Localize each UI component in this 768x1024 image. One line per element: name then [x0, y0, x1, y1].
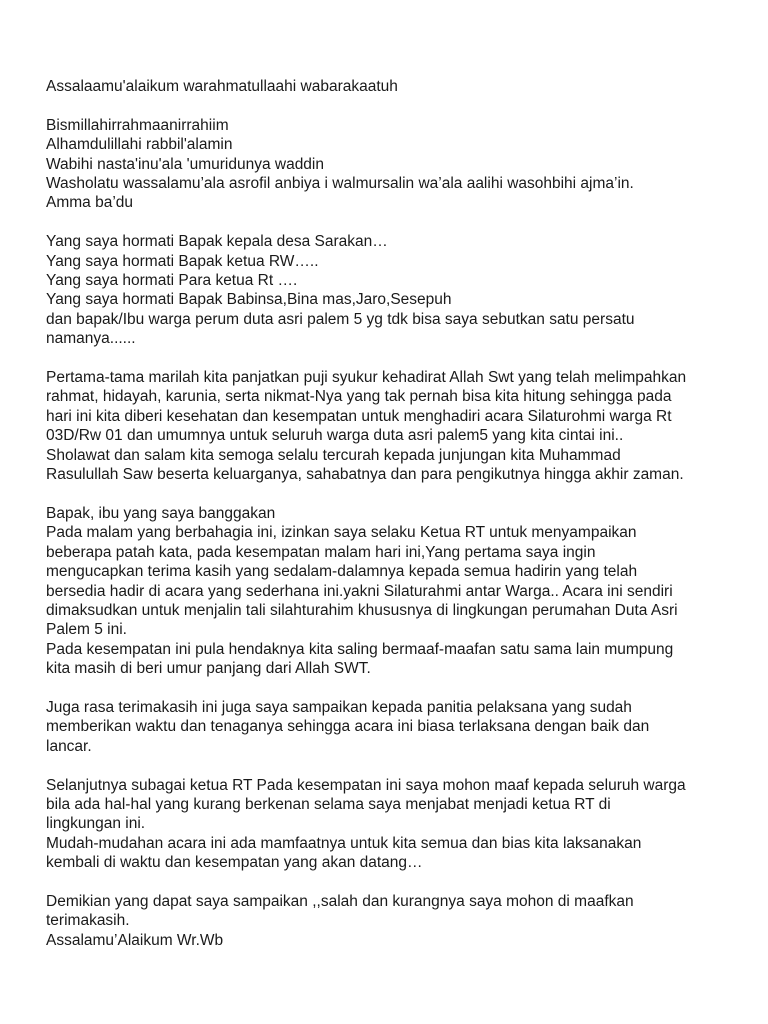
thanks-line: memberikan waktu dan tenaganya sehingga acara ini biasa terlaksana dengan baik dan: [46, 718, 650, 736]
opening-line: Washolatu wassalamu’ala asrofil anbiya i walmursalin wa’ala aalihi wasohbihi ajma’in.: [46, 175, 634, 193]
salutation-line: Yang saya hormati Para ketua Rt ….: [46, 272, 298, 290]
opening-line: Alhamdulillahi rabbil'alamin: [46, 136, 233, 154]
greeting-paragraph: [46, 77, 738, 96]
apology-line: Mudah-mudahan acara ini ada mamfaatnya untuk kita semua dan bias kita laksanakan: [46, 834, 642, 852]
body-line: beberapa patah kata, pada kesempatan malam hari ini,Yang pertama saya ingin: [46, 543, 596, 561]
apology-line: kembali di waktu dan kesempatan yang akan datang…: [46, 854, 423, 872]
gratitude-line: rahmat, hidayah, karunia, serta nikmat-Nya yang tak pernah bisa kita hitung sehingga pada: [46, 388, 672, 406]
body-line: Pada malam yang berbahagia ini, izinkan saya selaku Ketua RT untuk menyampaikan: [46, 524, 637, 542]
salutations-paragraph: [46, 232, 738, 348]
opening-line: Bismillahirrahmaanirrahiim: [46, 116, 229, 134]
body-line: mengucapkan terima kasih yang sedalam-dalamnya kepada semua hadirin yang telah: [46, 563, 638, 581]
salutation-line: Yang saya hormati Bapak Babinsa,Bina mas,Jaro,Sesepuh: [46, 291, 452, 309]
body-line: kita masih di beri umur panjang dari Allah SWT.: [46, 660, 371, 678]
salutation-line: namanya......: [46, 330, 136, 348]
gratitude-line: 03D/Rw 01 dan umumnya untuk seluruh warga duta asri palem5 yang kita cintai ini..: [46, 427, 624, 445]
apology-line: lingkungan ini.: [46, 815, 146, 833]
closing-line: Demikian yang dapat saya sampaikan ,,salah dan kurangnya saya mohon di maafkan: [46, 892, 634, 910]
gratitude-line: Pertama-tama marilah kita panjatkan puji syukur kehadirat Allah Swt yang telah melimpahkan: [46, 369, 687, 387]
gratitude-line: Sholawat dan salam kita semoga selalu tercurah kepada junjungan kita Muhammad: [46, 446, 621, 464]
main-body-paragraph: [46, 504, 738, 679]
closing-line: terimakasih.: [46, 912, 130, 930]
apology-paragraph: [46, 776, 738, 873]
salutation-line: dan bapak/Ibu warga perum duta asri palem 5 yg tdk bisa saya sebutkan satu persatu: [46, 310, 635, 328]
body-line: Pada kesempatan ini pula hendaknya kita saling bermaaf-maafan satu sama lain mumpung: [46, 640, 674, 658]
closing-line: Assalamu’Alaikum Wr.Wb: [46, 931, 224, 949]
thanks-line: lancar.: [46, 737, 92, 755]
salutation-line: Yang saya hormati Bapak ketua RW…..: [46, 252, 319, 270]
body-line: Bapak, ibu yang saya banggakan: [46, 504, 276, 522]
body-line: bersedia hadir di acara yang sederhana ini.yakni Silaturahmi antar Warga.. Acara ini sendiri: [46, 582, 673, 600]
closing-paragraph: [46, 892, 738, 950]
apology-line: Selanjutnya subagai ketua RT Pada kesempatan ini saya mohon maaf kepada seluruh warga: [46, 776, 686, 794]
opening-line: Amma ba’du: [46, 194, 134, 212]
opening-line: Wabihi nasta'inu'ala 'umuridunya waddin: [46, 155, 324, 173]
body-line: dimaksudkan untuk menjalin tali silahturahim khususnya di lingkungan perumahan Duta Asri: [46, 601, 678, 619]
gratitude-paragraph: [46, 368, 738, 484]
thanks-committee-paragraph: [46, 698, 738, 756]
greeting-line: Assalaamu'alaikum warahmatullaahi wabarakaatuh: [46, 78, 398, 95]
gratitude-line: Rasulullah Saw beserta keluarganya, sahabatnya dan para pengikutnya hingga akhir zaman.: [46, 466, 684, 484]
opening-paragraph: [46, 116, 738, 213]
body-line: Palem 5 ini.: [46, 621, 127, 639]
apology-line: bila ada hal-hal yang kurang berkenan selama saya menjabat menjadi ketua RT di: [46, 795, 611, 813]
thanks-line: Juga rasa terimakasih ini juga saya sampaikan kepada panitia pelaksana yang sudah: [46, 698, 632, 716]
salutation-line: Yang saya hormati Bapak kepala desa Sarakan…: [46, 233, 388, 251]
gratitude-line: hari ini kita diberi kesehatan dan kesempatan untuk menghadiri acara Silaturohmi warga Rt: [46, 407, 672, 425]
